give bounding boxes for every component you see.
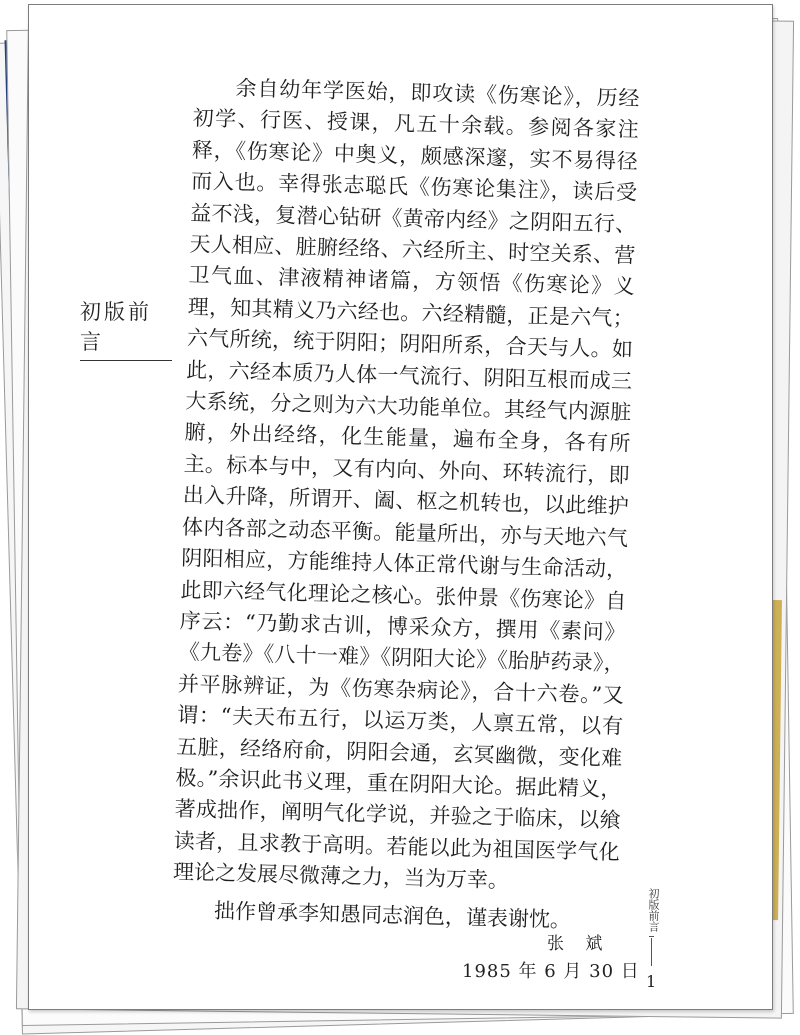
section-heading-text: 初版前言 xyxy=(80,300,152,354)
running-head-rule xyxy=(651,938,652,966)
paragraph: 拙作曾承李知愚同志润色，谨表谢忱。 xyxy=(213,898,572,932)
date-line: 1985 年 6 月 30 日 xyxy=(462,961,640,982)
page-number: 1 xyxy=(646,972,657,991)
paragraph: 余自幼年学医始，即攻读《伤寒论》，历经初学、行医、授课，凡五十余载。参阅各家注释，《伤寒论》中奥义，颇感深邃，实不易得径而入也。幸得张志聪氏《伤寒论集注》，读后受益不浅，复潜心钻研《黄帝内经》之阴阳五行、天人相应、脏腑经络、六经所主、时空关系、营卫气血、津液精神诸篇，方领悟《伤寒论》义理，知其精义乃六经也。六经精髓，正是六气；六气所统，统于阴阳；阴阳所系，合天与人。如此，六经本质乃人体一气流行、阴阳互根而成三大系统，分之则为六大功能单位。其经气内源脏腑，外出经络，化生能量，遍布全身，各有所主。标本与中，又有内向、外向、环转流行，即出入升降，所谓开、阖、枢之机转也，以此维护体内各部之动态平衡。能量所出，亦与天地六气阴阳相应，方能维持人体正常代谢与生命活动，此即六经气化理论之核心。张仲景《伤寒论》自序云：“乃勤求古训，博采众方，撰用《素问》《九卷》《八十一难》《阴阳大论》《胎胪药录》，并平脉辨证，为《伤寒杂病论》，合十六卷。”又谓：“夫天布五行，以运万类，人禀五常，以有五脏，经络府俞，阴阳会通，玄冥幽微，变化难极。”余识此书义理，重在阴阳大论。据此精义，著成拙作，阐明气化学说，并验之于临床，以飨读者，且求教于高明。若能以此为祖国医学气化理论之发展尽微薄之力，当为万幸。 xyxy=(172,76,640,893)
running-head-rule xyxy=(649,936,654,937)
section-heading xyxy=(80,296,172,361)
body-text xyxy=(172,72,640,937)
running-head: 初版前言 xyxy=(647,888,660,932)
author-signature: 张 斌 xyxy=(547,934,611,954)
